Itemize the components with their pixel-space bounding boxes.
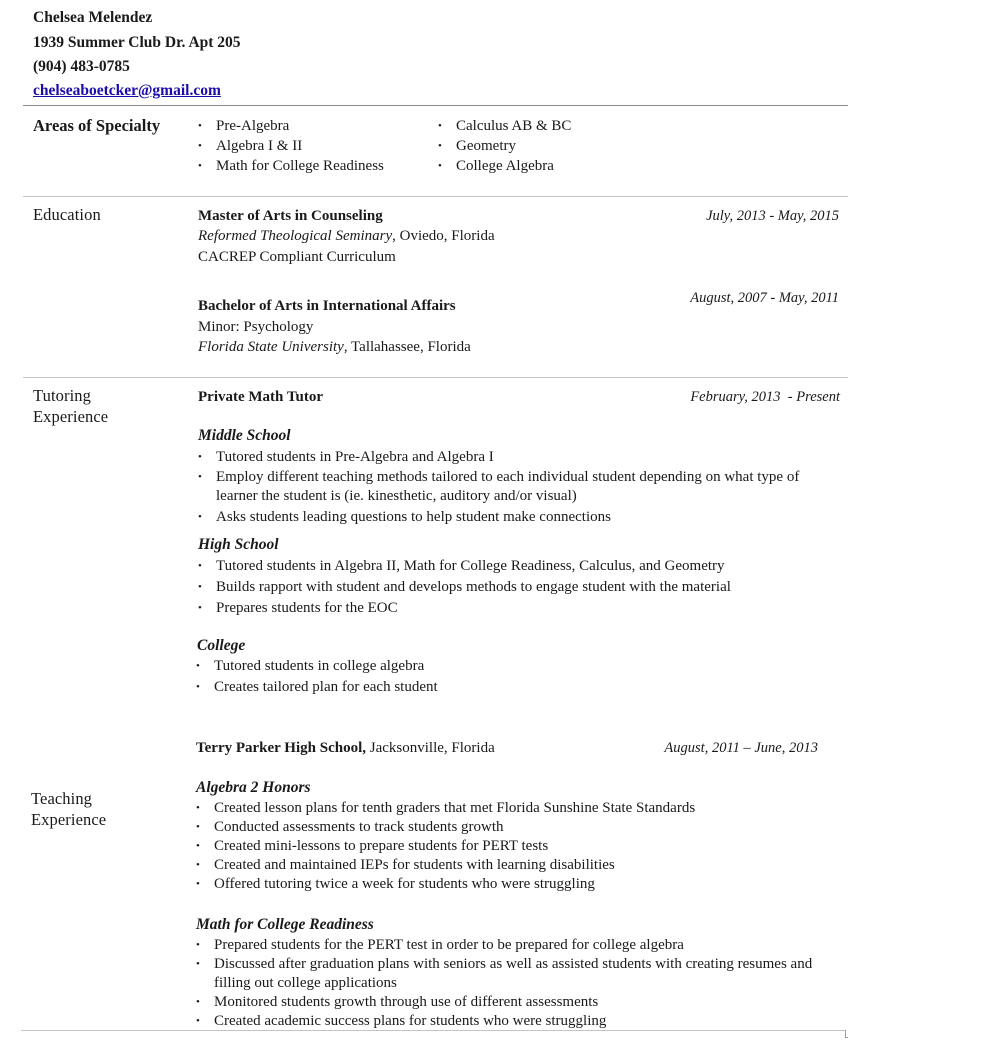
email-link[interactable]: chelseaboetcker@gmail.com [33, 82, 221, 99]
list-item: • Created academic success plans for students who were struggling [196, 1012, 828, 1031]
group-heading: High School [198, 536, 279, 553]
list-item: • Tutored students in college algebra [196, 656, 438, 677]
education-dates: August, 2007 - May, 2011 [690, 290, 839, 306]
label-line: Teaching [31, 789, 93, 808]
employer-name: Terry Parker High School, [196, 740, 366, 756]
education-dates: July, 2013 - May, 2015 [706, 208, 839, 224]
list-item: • Monitored students growth through use of different assessments [196, 993, 828, 1012]
employer-line [196, 738, 495, 758]
list-item: • Conducted assessments to track students growth [196, 818, 695, 837]
section-label-education: Education [33, 205, 101, 224]
list-item: • Offered tutoring twice a week for students who were struggling [196, 875, 695, 894]
header-divider [23, 105, 848, 106]
page-corner-mark [845, 1030, 848, 1038]
list-item: • Created and maintained IEPs for students with learning disabilities [196, 856, 695, 875]
list-item: • Created mini-lessons to prepare students for PERT tests [196, 837, 695, 856]
label-line: Experience [31, 810, 107, 829]
list-item: • Prepared students for the PERT test in order to be prepared for college algebra [196, 936, 828, 955]
school-line [198, 337, 471, 357]
group-heading: Math for College Readiness [196, 916, 374, 933]
section-label-tutoring [33, 385, 108, 427]
list-item: • Discussed after graduation plans with seniors as well as assisted students with creating resumes and filling out college applications [196, 955, 828, 993]
list-item: • Prepares students for the EOC [198, 598, 731, 619]
list-item: • Tutored students in Pre-Algebra and Algebra I [198, 447, 838, 467]
list-item: • Employ different teaching methods tailored to each individual student depending on what type of learner the student is (ie. kinesthetic, auditory and/or visual) [198, 468, 838, 506]
tutoring-list-college [196, 656, 438, 698]
list-item: • Algebra I & II [198, 136, 384, 156]
list-item: • Builds rapport with student and develops methods to engage student with the material [198, 577, 731, 598]
group-heading: Algebra 2 Honors [196, 779, 311, 796]
specialty-list-2 [438, 116, 571, 176]
education-note: CACREP Compliant Curriculum [198, 249, 396, 265]
degree-title: Master of Arts in Counseling [198, 208, 383, 224]
section-divider [23, 196, 848, 197]
list-item: • Calculus AB & BC [438, 116, 571, 136]
school-name: Reformed Theological Seminary [198, 228, 393, 244]
list-item: • Creates tailored plan for each student [196, 677, 438, 698]
school-location: , Oviedo, Florida [392, 228, 495, 244]
teaching-dates: August, 2011 – June, 2013 [664, 740, 818, 756]
address: 1939 Summer Club Dr. Apt 205 [33, 34, 241, 51]
education-minor: Minor: Psychology [198, 319, 314, 335]
list-item: • Asks students leading questions to help student make connections [198, 507, 838, 527]
phone: (904) 483-0785 [33, 58, 130, 75]
list-item: • College Algebra [438, 156, 571, 176]
specialty-list-1 [198, 116, 384, 176]
resume-name: Chelsea Melendez [33, 9, 153, 26]
tutoring-dates: February, 2013 - Present [690, 389, 840, 405]
tutoring-list-middle [198, 447, 838, 527]
label-line: Experience [33, 407, 109, 426]
group-heading: College [197, 637, 246, 654]
teaching-list-readiness [196, 936, 828, 1031]
employer-location: Jacksonville, Florida [366, 740, 495, 756]
list-item: • Math for College Readiness [198, 156, 384, 176]
group-heading: Middle School [198, 427, 291, 444]
job-title: Private Math Tutor [198, 389, 323, 405]
tutoring-list-high [198, 556, 731, 619]
list-item: • Created lesson plans for tenth graders that met Florida Sunshine State Standards [196, 799, 695, 818]
school-line [198, 226, 495, 246]
section-divider [23, 377, 848, 378]
label-line: Tutoring [33, 386, 91, 405]
school-location: , Tallahassee, Florida [343, 339, 471, 355]
teaching-list-algebra [196, 799, 695, 894]
list-item: • Geometry [438, 136, 571, 156]
degree-title: Bachelor of Arts in International Affairs [198, 298, 456, 314]
section-label-teaching [31, 788, 106, 830]
page-bottom-divider [21, 1030, 846, 1031]
list-item: • Tutored students in Algebra II, Math for College Readiness, Calculus, and Geometry [198, 556, 731, 577]
school-name: Florida State University [198, 339, 344, 355]
section-label-specialty: Areas of Specialty [33, 116, 161, 135]
list-item: • Pre-Algebra [198, 116, 384, 136]
